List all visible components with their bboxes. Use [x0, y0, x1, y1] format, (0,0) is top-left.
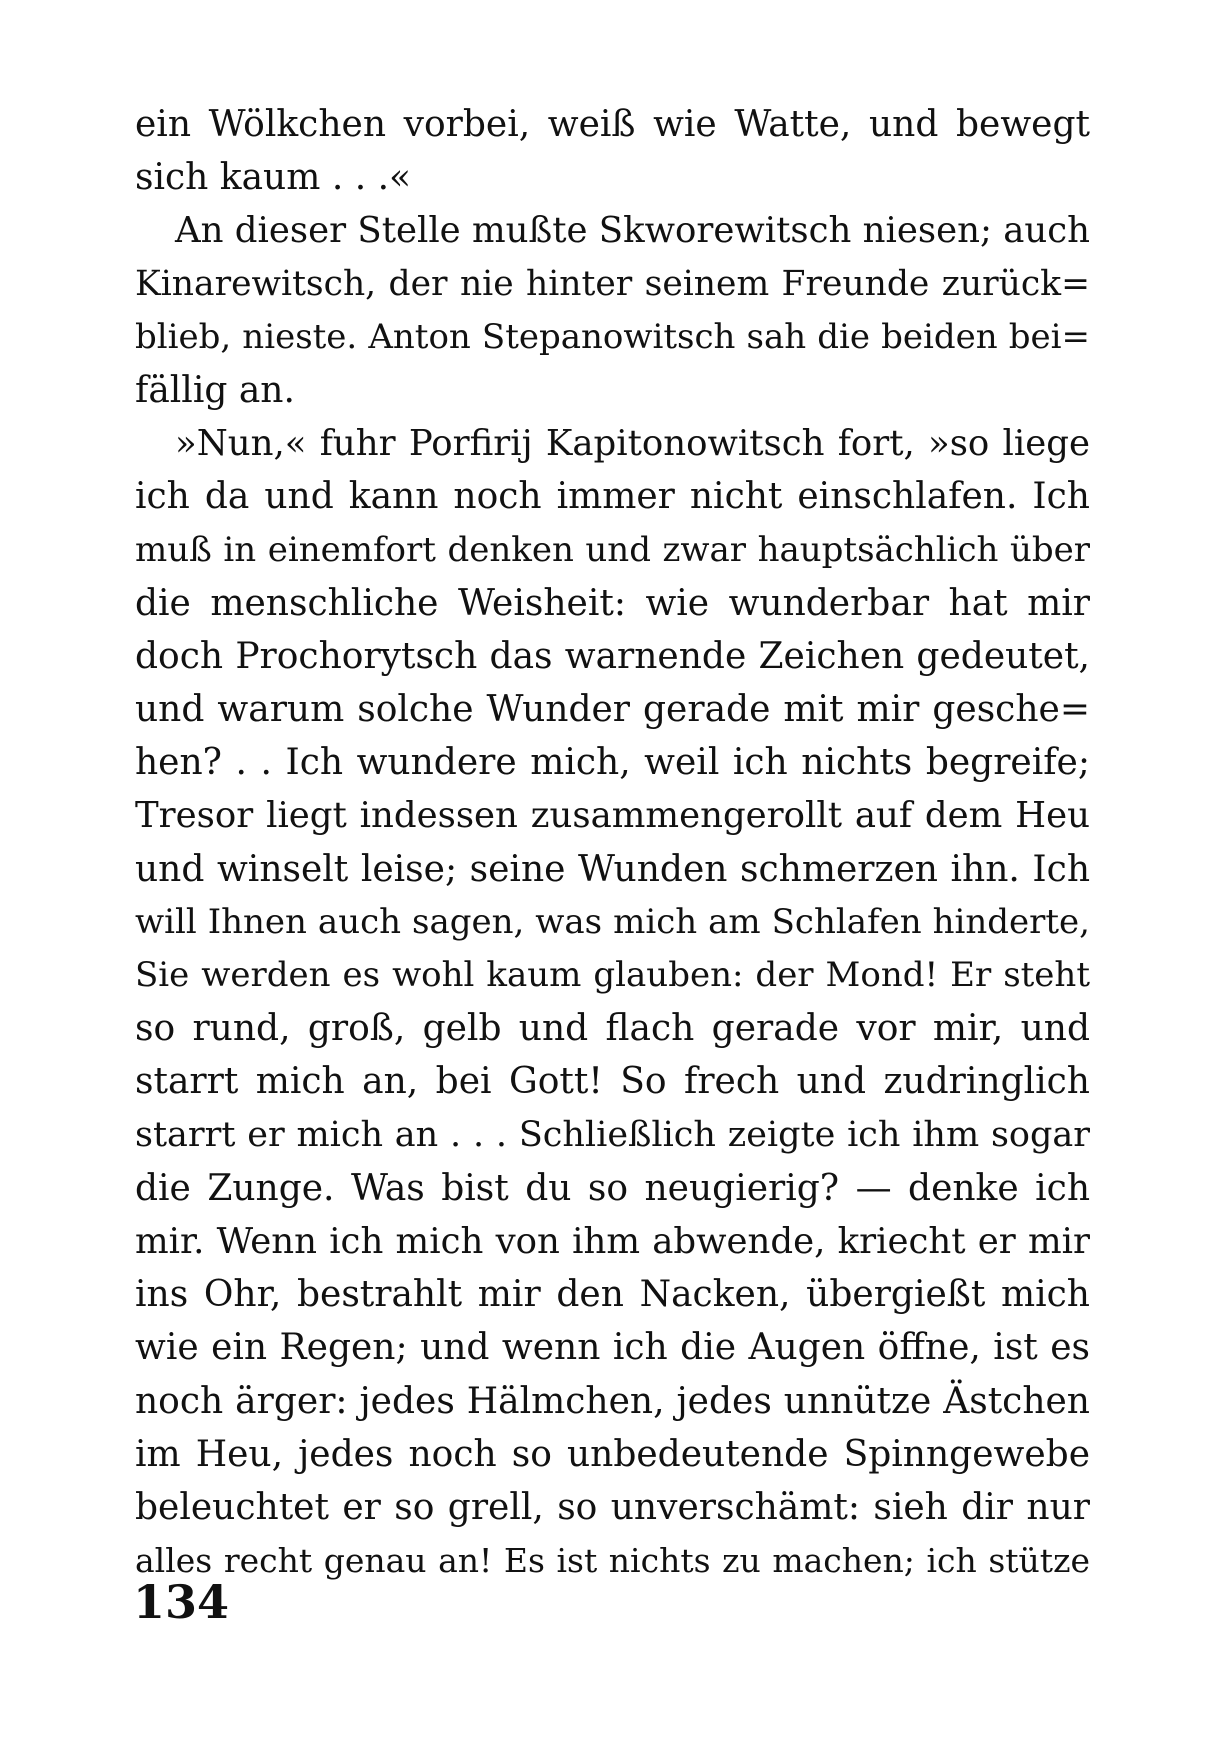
text-line: noch ärger: jedes Hälmchen, jedes unnütze Ästchen	[135, 1380, 1090, 1422]
text-line: so rund, groß, gelb und flach gerade vor mir, und	[135, 1008, 1090, 1050]
text-line: blieb, nieste. Anton Stepanowitsch sah die beiden bei=	[135, 316, 1090, 357]
text-line: Tresor liegt indessen zusammengerollt auf dem Heu	[135, 795, 1090, 837]
text-line: beleuchtet er so grell, so unverschämt: sieh dir nur	[135, 1486, 1090, 1528]
text-line: starrt er mich an . . . Schließlich zeigte ich ihm sogar	[135, 1114, 1090, 1155]
text-line: alles recht genau an! Es ist nichts zu machen; ich stütze	[135, 1541, 1090, 1581]
text-line: fällig an.	[135, 369, 295, 411]
text-line: wie ein Regen; und wenn ich die Augen öffne, ist es	[135, 1327, 1090, 1369]
page-number: 134	[133, 1575, 230, 1629]
text-line: sich kaum . . .«	[135, 157, 412, 199]
body-text	[135, 98, 1090, 1587]
text-line: »Nun,« fuhr Porfirij Kapitonowitsch fort, »so liege	[175, 423, 1090, 465]
text-line: muß in einemfort denken und zwar hauptsächlich über	[135, 529, 1090, 570]
text-line: Sie werden es wohl kaum glauben: der Mond! Er steht	[135, 955, 1090, 995]
text-line: mir. Wenn ich mich von ihm abwende, kriecht er mir	[135, 1220, 1090, 1262]
text-line: ins Ohr, bestrahlt mir den Nacken, übergießt mich	[135, 1274, 1090, 1316]
text-line: doch Prochorytsch das warnende Zeichen gedeutet,	[135, 635, 1090, 677]
text-line: und winselt leise; seine Wunden schmerzen ihn. Ich	[135, 848, 1090, 890]
text-line: An dieser Stelle mußte Skworewitsch niesen; auch	[175, 210, 1090, 252]
text-line: ein Wölkchen vorbei, weiß wie Watte, und bewegt	[135, 104, 1090, 145]
text-line: im Heu, jedes noch so unbedeutende Spinngewebe	[135, 1433, 1090, 1475]
text-line: die Zunge. Was bist du so neugierig? — denke ich	[135, 1167, 1090, 1209]
text-line: hen? . . Ich wundere mich, weil ich nichts begreife;	[135, 742, 1090, 784]
text-line: starrt mich an, bei Gott! So frech und zudringlich	[135, 1061, 1090, 1103]
text-line: die menschliche Weisheit: wie wunderbar hat mir	[135, 582, 1090, 624]
text-line: Kinarewitsch, der nie hinter seinem Freunde zurück=	[135, 263, 1090, 304]
text-line: ich da und kann noch immer nicht einschlafen. Ich	[135, 476, 1090, 518]
text-line: will Ihnen auch sagen, was mich am Schlafen hinderte,	[135, 901, 1090, 942]
text-line: und warum solche Wunder gerade mit mir gesche=	[135, 689, 1090, 731]
